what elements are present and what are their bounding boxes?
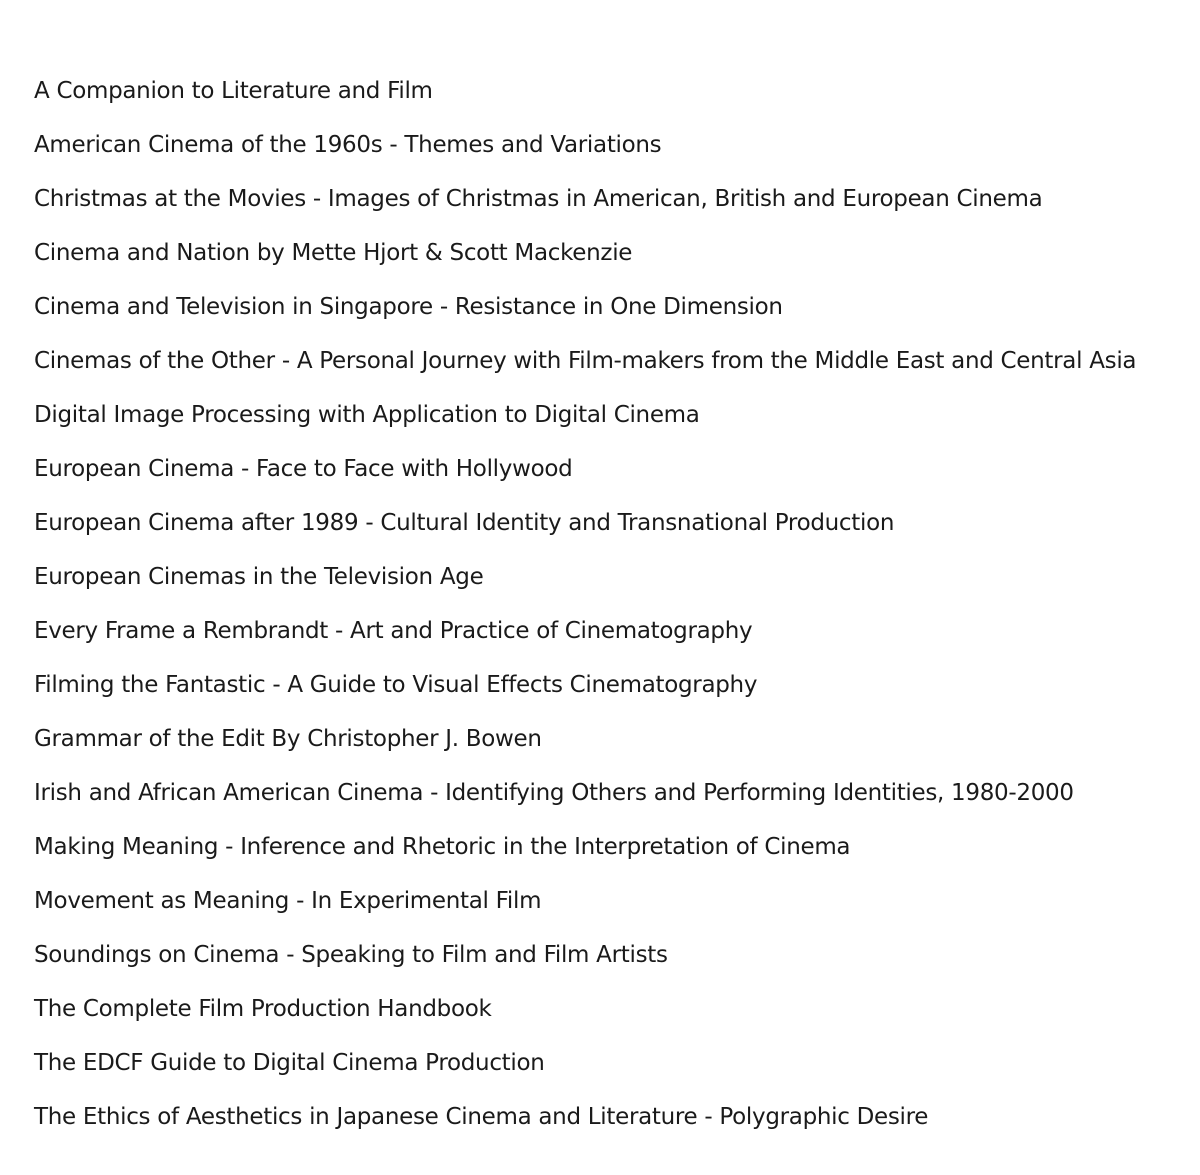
book-title-item: Cinema and Nation by Mette Hjort & Scott Mackenzie xyxy=(34,240,633,266)
book-title-list xyxy=(34,64,1184,1144)
book-title-item: Every Frame a Rembrandt - Art and Practice of Cinematography xyxy=(34,618,753,644)
book-title-item: Movement as Meaning - In Experimental Film xyxy=(34,888,542,914)
book-title-item: The EDCF Guide to Digital Cinema Production xyxy=(34,1050,545,1076)
book-title-item: Digital Image Processing with Application to Digital Cinema xyxy=(34,402,700,428)
book-title-item: Cinema and Television in Singapore - Resistance in One Dimension xyxy=(34,294,783,320)
book-title-item: Soundings on Cinema - Speaking to Film and Film Artists xyxy=(34,942,668,968)
book-title-item: Grammar of the Edit By Christopher J. Bowen xyxy=(34,726,542,752)
book-title-item: A Companion to Literature and Film xyxy=(34,78,433,104)
book-title-item: Making Meaning - Inference and Rhetoric in the Interpretation of Cinema xyxy=(34,834,851,860)
book-title-item: European Cinemas in the Television Age xyxy=(34,564,484,590)
book-title-item: Filming the Fantastic - A Guide to Visual Effects Cinematography xyxy=(34,672,758,698)
book-title-item: European Cinema - Face to Face with Hollywood xyxy=(34,456,573,482)
book-title-item: American Cinema of the 1960s - Themes and Variations xyxy=(34,132,662,158)
book-title-item: Irish and African American Cinema - Identifying Others and Performing Identities, 1980-2000 xyxy=(34,780,1074,806)
book-title-item: Christmas at the Movies - Images of Christmas in American, British and European Cinema xyxy=(34,186,1043,212)
book-title-item: The Complete Film Production Handbook xyxy=(34,996,492,1022)
book-title-item: The Ethics of Aesthetics in Japanese Cinema and Literature - Polygraphic Desire xyxy=(34,1104,929,1130)
book-title-item: Cinemas of the Other - A Personal Journey with Film-makers from the Middle East and Central Asia xyxy=(34,348,1137,374)
book-title-item: European Cinema after 1989 - Cultural Identity and Transnational Production xyxy=(34,510,895,536)
